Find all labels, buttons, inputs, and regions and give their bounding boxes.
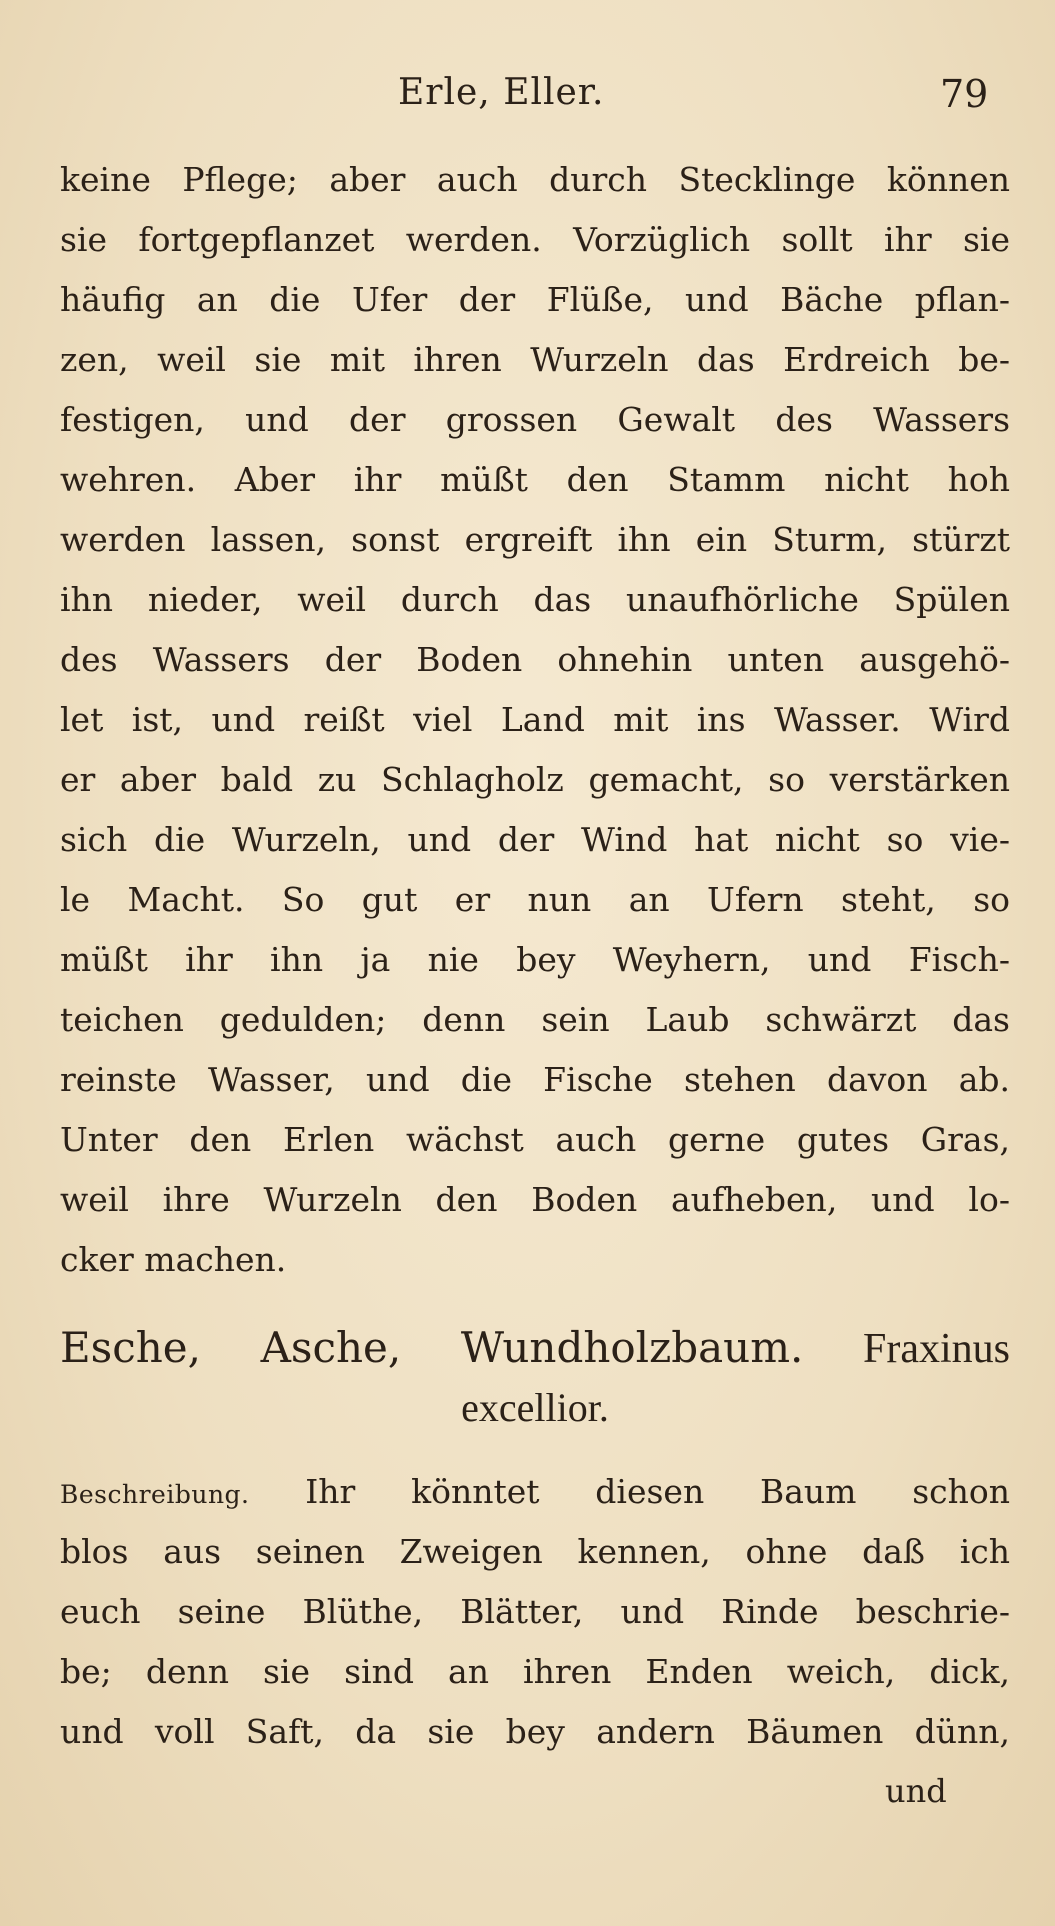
section-title-latin: Fraxinus — [863, 1326, 1011, 1372]
section-heading — [60, 1318, 1010, 1438]
page-header — [0, 72, 1055, 122]
text-line: blos aus seinen Zweigen kennen, ohne daß ich — [60, 1532, 1010, 1571]
text-line: häufig an die Ufer der Flüße, und Bäche pflan- — [60, 280, 1010, 319]
text-line: er aber bald zu Schlagholz gemacht, so verstärken — [60, 760, 1010, 799]
text-line: sie fortgepflanzet werden. Vorzüglich sollt ihr sie — [60, 220, 1010, 259]
text-line: festigen, und der grossen Gewalt des Wassers — [60, 400, 1010, 439]
text-line: wehren. Aber ihr müßt den Stamm nicht hoh — [60, 460, 1010, 499]
text-line: werden lassen, sonst ergreift ihn ein Sturm, stürzt — [60, 520, 1010, 559]
section-text — [60, 1462, 1010, 1762]
section-title-german: Esche, Asche, Wundholzbaum. — [60, 1323, 804, 1372]
text-line: sich die Wurzeln, und der Wind hat nicht so vie- — [60, 820, 1010, 859]
section-title-latin-cont: excellior. — [461, 1385, 609, 1430]
text-line-content: Ihr könntet diesen Baum schon — [305, 1472, 1010, 1511]
text-line: euch seine Blüthe, Blätter, und Rinde beschrie- — [60, 1592, 1010, 1631]
text-line — [60, 1462, 1010, 1522]
text-line: be; denn sie sind an ihren Enden weich, dick, — [60, 1652, 1010, 1691]
running-head: Erle, Eller. — [398, 72, 605, 113]
section-heading-line — [60, 1318, 1010, 1378]
text-line: Unter den Erlen wächst auch gerne gutes Gras, — [60, 1120, 1010, 1159]
text-line: reinste Wasser, und die Fische stehen davon ab. — [60, 1060, 1010, 1099]
body-text — [60, 150, 1010, 1290]
text-line: cker machen. — [60, 1240, 287, 1279]
catchword: und — [885, 1772, 947, 1810]
text-line: teichen gedulden; denn sein Laub schwärzt das — [60, 1000, 1010, 1039]
text-line: let ist, und reißt viel Land mit ins Wasser. Wird — [60, 700, 1010, 739]
section-lead-label: Beschreibung. — [60, 1480, 250, 1509]
text-line: müßt ihr ihn ja nie bey Weyhern, und Fisch- — [60, 940, 1010, 979]
text-line: und voll Saft, da sie bey andern Bäumen dünn, — [60, 1712, 1010, 1751]
text-line: ihn nieder, weil durch das unaufhörliche Spülen — [60, 580, 1010, 619]
text-line: zen, weil sie mit ihren Wurzeln das Erdreich be- — [60, 340, 1010, 379]
text-line: keine Pflege; aber auch durch Stecklinge können — [60, 160, 1010, 199]
text-line: le Macht. So gut er nun an Ufern steht, so — [60, 880, 1010, 919]
text-line: weil ihre Wurzeln den Boden aufheben, und lo- — [60, 1180, 1010, 1219]
text-line: des Wassers der Boden ohnehin unten ausgehö- — [60, 640, 1010, 679]
page-number: 79 — [940, 72, 989, 116]
